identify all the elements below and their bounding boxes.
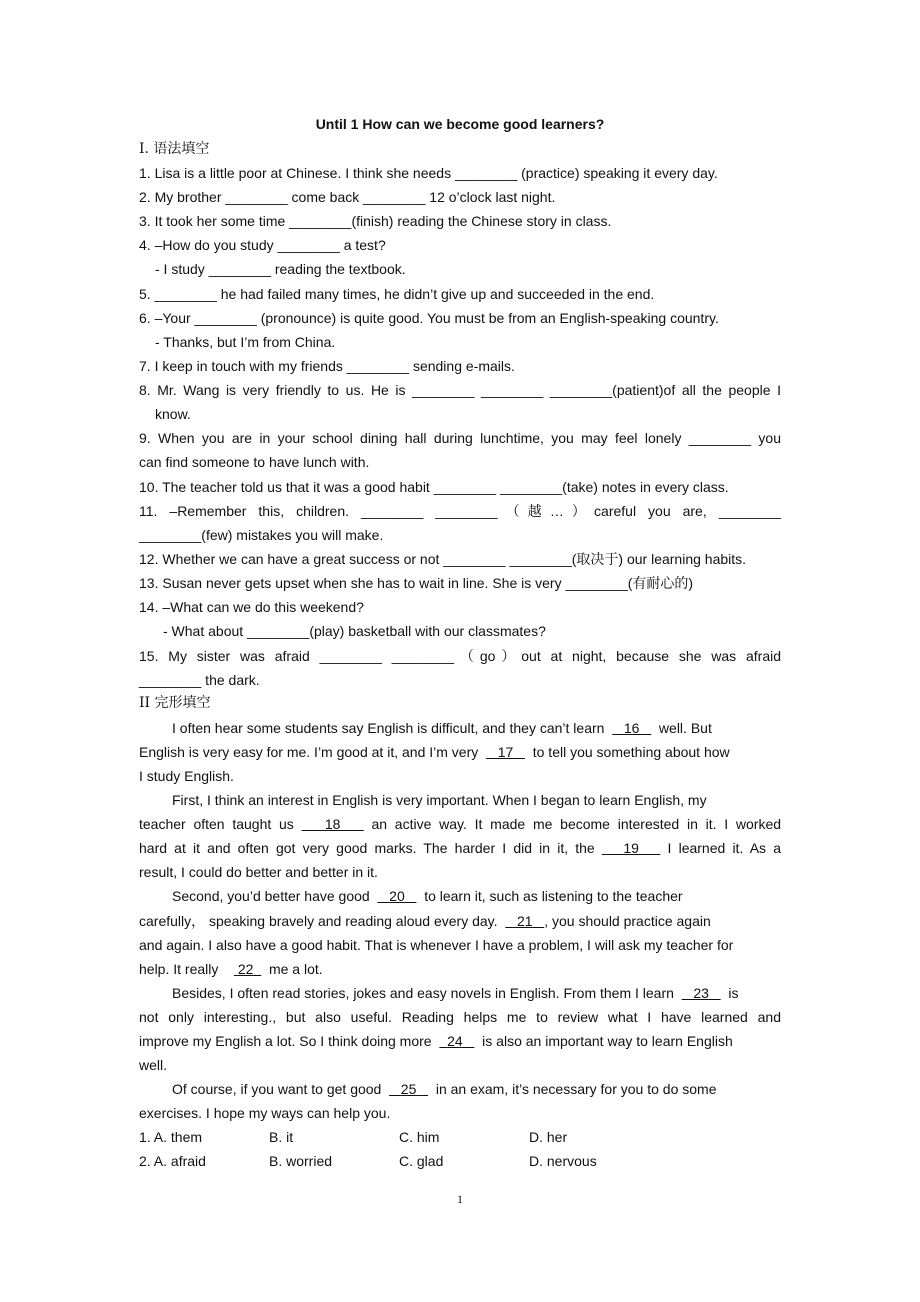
cloze-line: Besides, I often read stories, jokes and easy novels in English. From them I learn 23 is [172,985,739,1001]
option-row-1-c: C. him [399,1129,440,1145]
blank-22: 22 [237,961,254,977]
question-line: 8. Mr. Wang is very friendly to us. He is ________ ________ ________(patient)of all the people I [139,382,781,398]
cloze-line: carefully， speaking bravely and reading aloud every day. 21 , you should practice again [139,913,711,929]
question-line: ________(few) mistakes you will make. [139,527,384,543]
section-heading-grammar: I. 语法填空 [139,141,210,157]
question-line: - What about ________(play) basketball with our classmates? [163,623,546,639]
blank-19: 19 [623,840,639,856]
page-number: 1 [457,1192,463,1206]
question-line: 14. –What can we do this weekend? [139,599,364,615]
question-line: 10. The teacher told us that it was a good habit ________ ________(take) notes in every class. [139,479,729,495]
blank-20: 20 [389,888,405,904]
question-line: 4. –How do you study ________ a test? [139,237,386,253]
question-line: know. [155,406,191,422]
cloze-line: improve my English a lot. So I think doing more 24 is also an important way to learn English [139,1033,733,1049]
cloze-line: First, I think an interest in English is very important. When I began to learn English, my [172,792,707,808]
cloze-line: result, I could do better and better in it. [139,864,378,880]
option-row-1-a: 1. A. them [139,1129,203,1145]
question-line: 11. –Remember this, children. ________ ________（越…）careful you are, ________ [139,503,781,519]
question-line: 15. My sister was afraid ________ ________（go）out at night, because she was afraid [139,648,781,664]
cloze-line: exercises. I hope my ways can help you. [139,1105,391,1121]
question-line: 9. When you are in your school dining hall during lunchtime, you may feel lonely ________ you [139,430,781,446]
question-line: 13. Susan never gets upset when she has to wait in line. She is very ________(有耐心的) [139,575,694,591]
option-row-1-b: B. it [269,1129,294,1145]
cloze-line: and again. I also have a good habit. That is whenever I have a problem, I will ask my teacher for [139,937,734,953]
blank-23: 23 [693,985,709,1001]
cloze-line: help. It really 22 me a lot. [139,961,323,977]
cloze-line: I often hear some students say English is difficult, and they can’t learn 16 well. But [172,720,712,736]
question-line: 12. Whether we can have a great success or not ________ ________(取决于) our learning habits. [139,551,747,567]
question-line: 5. ________ he had failed many times, he didn’t give up and succeeded in the end. [139,286,655,302]
option-row-2-d: D. nervous [529,1153,597,1169]
question-line: ________ the dark. [139,672,260,688]
cloze-line: Of course, if you want to get good 25 in an exam, it’s necessary for you to do some [172,1081,717,1097]
question-line: 7. I keep in touch with my friends ________ sending e-mails. [139,358,515,374]
cloze-line: not only interesting., but also useful. Reading helps me to review what I have learned and [139,1009,781,1025]
cloze-line: I study English. [139,768,234,784]
blank-24: 24 [447,1033,463,1049]
blank-17: 17 [497,744,514,760]
blank-16: 16 [623,720,640,736]
option-row-2-a: 2. A. afraid [139,1153,206,1169]
question-line: 1. Lisa is a little poor at Chinese. I think she needs ________ (practice) speaking it every day. [139,165,718,181]
cloze-line: well. [139,1057,168,1073]
cloze-line: hard at it and often got very good marks. The harder I did in it, the 19 I learned it. As a [139,840,781,856]
option-row-2-b: B. worried [269,1153,333,1169]
question-line: can find someone to have lunch with. [139,454,370,470]
blank-18: 18 [324,816,341,832]
section-heading-cloze: II 完形填空 [139,695,211,711]
option-row-2-c: C. glad [399,1153,444,1169]
question-line: - Thanks, but I’m from China. [155,334,336,350]
cloze-line: English is very easy for me. I’m good at it, and I’m very 17 to tell you something about how [139,744,730,760]
blank-21: 21 [516,913,533,929]
cloze-line: Second, you’d better have good 20 to learn it, such as listening to the teacher [172,888,683,904]
question-line: 3. It took her some time ________(finish) reading the Chinese story in class. [139,213,612,229]
option-row-1-d: D. her [529,1129,568,1145]
question-line: 6. –Your ________ (pronounce) is quite good. You must be from an English-speaking country. [139,310,719,326]
document-title: Until 1 How can we become good learners? [315,116,605,132]
question-line: - I study ________ reading the textbook. [155,261,406,277]
cloze-line: teacher often taught us 18 an active way. It made me become interested in it. I worked [139,816,782,832]
question-line: 2. My brother ________ come back ________ 12 o’clock last night. [139,189,556,205]
blank-25: 25 [400,1081,417,1097]
